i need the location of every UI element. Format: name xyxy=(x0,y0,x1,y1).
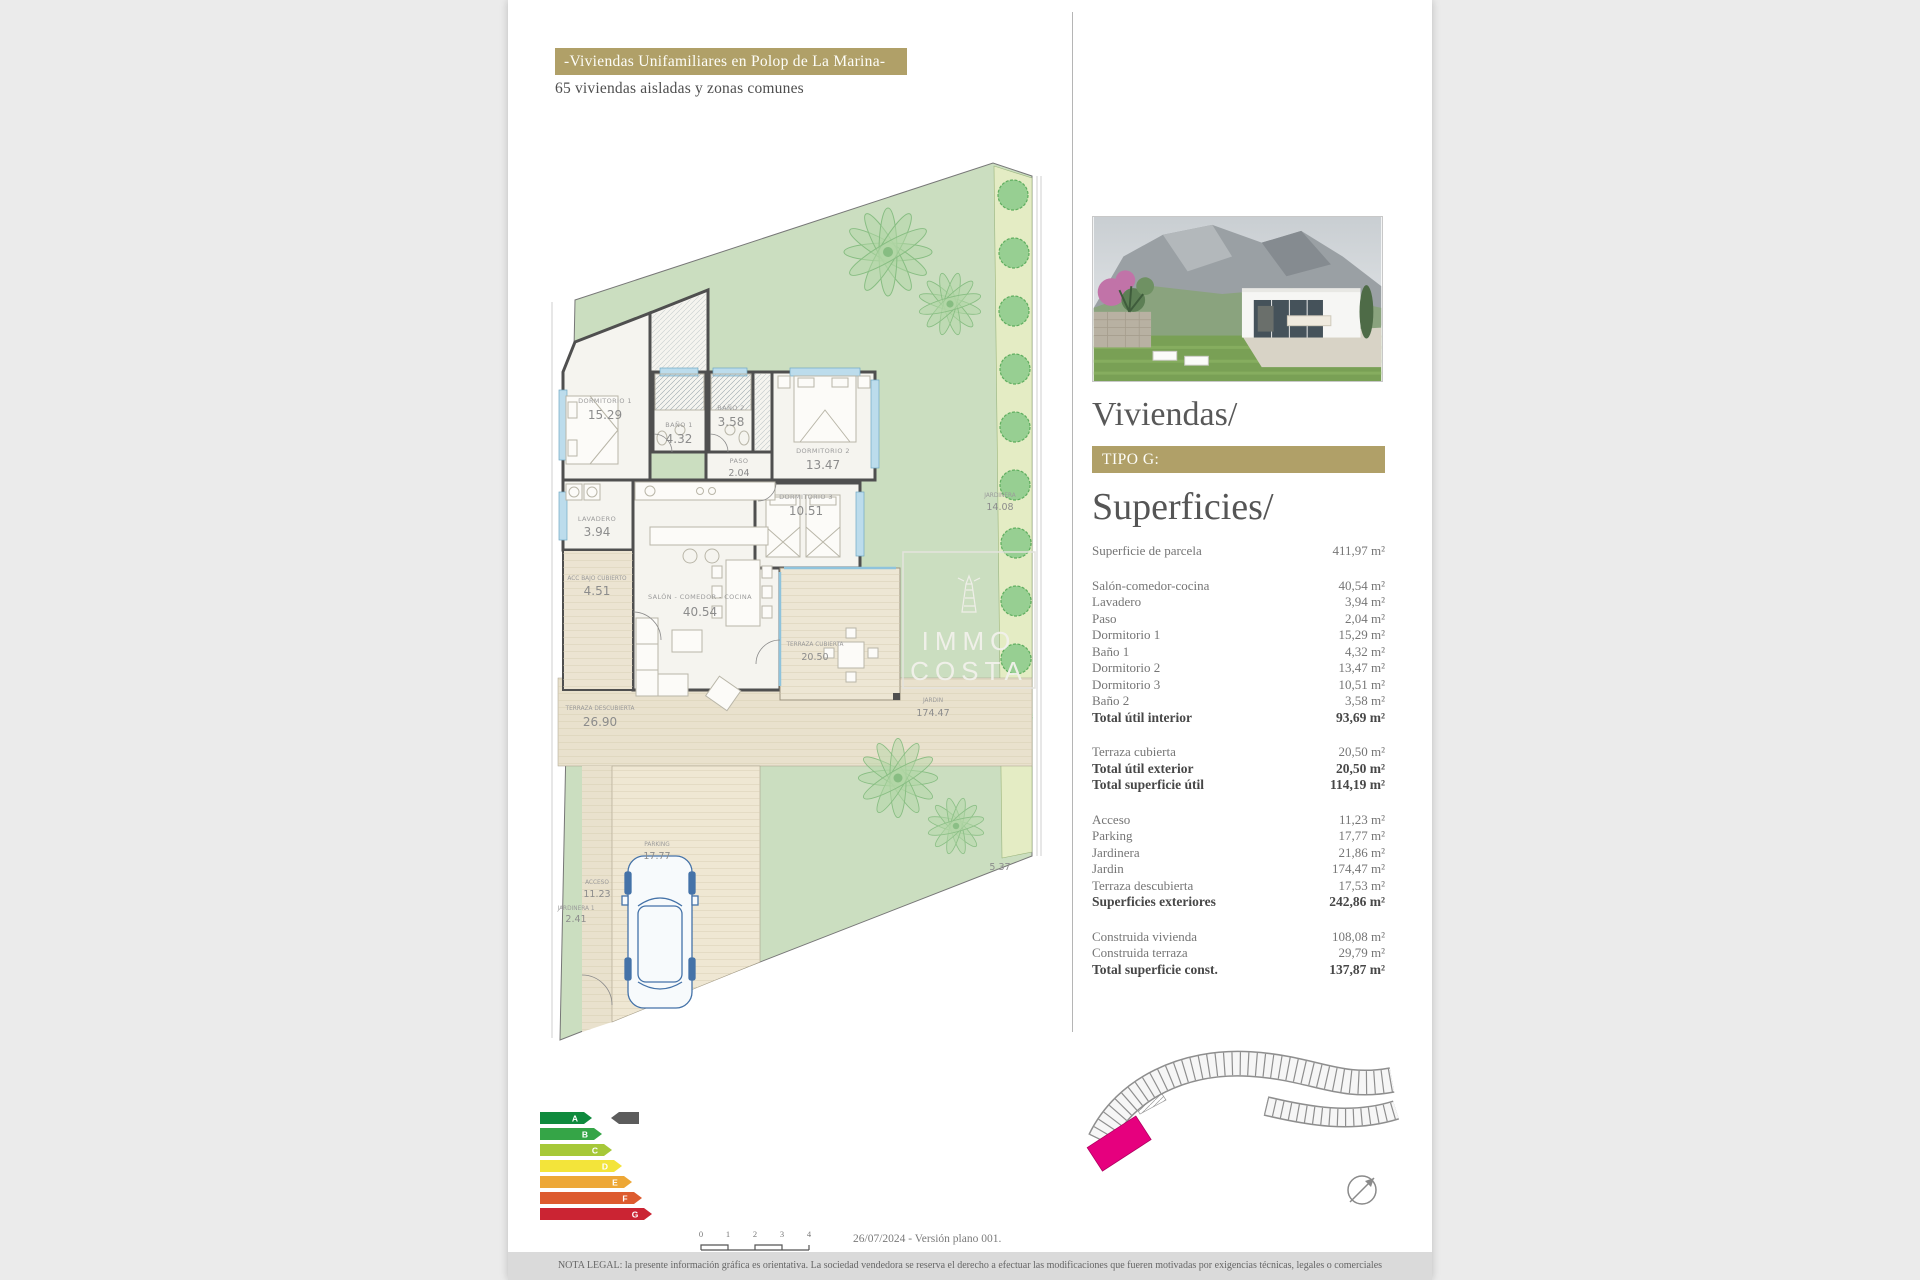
scale-bar-line xyxy=(701,1245,809,1250)
svg-text:40.54: 40.54 xyxy=(682,605,718,619)
row-value: 3,58 m² xyxy=(1344,693,1385,708)
type-badge: TIPO G: xyxy=(1092,446,1385,473)
row-value: 10,51 m² xyxy=(1338,676,1385,692)
row-value: 93,69 m² xyxy=(1335,709,1385,725)
svg-text:1: 1 xyxy=(725,1229,731,1239)
table-row-total xyxy=(1092,710,1385,727)
row-label: Dormitorio 3 xyxy=(1092,676,1161,692)
svg-text:2.41: 2.41 xyxy=(565,914,587,925)
row-value: 174,47 m² xyxy=(1331,861,1385,876)
energy-bar-b xyxy=(540,1128,602,1140)
row-value: 21,86 m² xyxy=(1338,844,1385,860)
energy-bar-a xyxy=(540,1112,592,1124)
svg-text:3: 3 xyxy=(779,1229,785,1239)
table-row-total xyxy=(1092,962,1385,979)
row-value: 242,86 m² xyxy=(1329,894,1385,909)
legal-footer: NOTA LEGAL: la presente información gráfica es orientativa. La sociedad vendedora se reserva el derecho a efectuar las modificaciones que fueren motivadas por exigencias técnicas, legales o comerciales xyxy=(508,1252,1432,1280)
row-value: 411,97 m² xyxy=(1332,543,1385,558)
row-value: 4,32 m² xyxy=(1344,643,1385,659)
table-row xyxy=(1092,929,1385,946)
table-row xyxy=(1092,845,1385,862)
row-label: Baño 1 xyxy=(1092,643,1130,659)
row-value: 20,50 m² xyxy=(1335,760,1385,776)
plan-version: 26/07/2024 - Versión plano 001. xyxy=(853,1233,1002,1245)
document-page xyxy=(508,0,1432,1280)
row-label: Superficie de parcela xyxy=(1092,543,1202,558)
scale-bar xyxy=(695,1228,835,1254)
row-value: 137,87 m² xyxy=(1329,961,1385,977)
table-row xyxy=(1092,878,1385,895)
table-row xyxy=(1092,627,1385,644)
energy-rating-chart xyxy=(535,1105,735,1235)
row-label: Lavadero xyxy=(1092,594,1142,609)
svg-text:TERRAZA CUBIERTA: TERRAZA CUBIERTA xyxy=(786,642,844,648)
svg-text:ACCESO: ACCESO xyxy=(585,880,609,886)
row-label: Terraza descubierta xyxy=(1092,877,1194,893)
table-row xyxy=(1092,828,1385,845)
row-value: 17,77 m² xyxy=(1338,828,1385,843)
svg-text:LAVADERO: LAVADERO xyxy=(577,515,617,523)
row-label: Dormitorio 1 xyxy=(1092,627,1161,642)
table-row xyxy=(1092,861,1385,878)
covered-terrace-hatch xyxy=(780,568,900,700)
svg-text:JARDINERA 1: JARDINERA 1 xyxy=(557,906,595,912)
row-value: 20,50 m² xyxy=(1338,744,1385,759)
svg-text:E: E xyxy=(612,1177,618,1188)
table-row-total xyxy=(1092,777,1385,794)
energy-bar-c xyxy=(540,1144,612,1156)
energy-bar-d xyxy=(540,1160,622,1172)
svg-text:DORMITORIO 2: DORMITORIO 2 xyxy=(796,447,850,455)
table-row xyxy=(1092,660,1385,677)
svg-text:3.94: 3.94 xyxy=(583,525,611,539)
floor-plan xyxy=(540,150,1045,1045)
row-label: Jardin xyxy=(1092,861,1124,876)
svg-text:4.51: 4.51 xyxy=(583,584,611,598)
table-row xyxy=(1092,644,1385,661)
vertical-divider xyxy=(1072,12,1073,1032)
table-row xyxy=(1092,594,1385,611)
svg-text:4.32: 4.32 xyxy=(665,432,693,446)
svg-text:26.90: 26.90 xyxy=(582,715,618,729)
terrace-post xyxy=(893,693,900,700)
svg-text:5.37: 5.37 xyxy=(989,862,1011,873)
table-row xyxy=(1092,744,1385,761)
svg-text:PARKING: PARKING xyxy=(644,842,670,848)
svg-text:13.47: 13.47 xyxy=(805,458,841,472)
svg-text:JARDIN: JARDIN xyxy=(922,698,944,704)
interior-surfaces-group xyxy=(1092,578,1385,727)
panel-title: Viviendas/ xyxy=(1092,396,1238,433)
exterior-surfaces-group xyxy=(1092,812,1385,911)
summary-panel xyxy=(1092,216,1385,996)
exterior-util-group xyxy=(1092,744,1385,794)
table-row xyxy=(1092,677,1385,694)
svg-text:COSTA: COSTA xyxy=(910,656,1028,686)
row-label: Total útil exterior xyxy=(1092,760,1194,776)
table-row xyxy=(1092,578,1385,595)
svg-text:11.23: 11.23 xyxy=(583,889,611,900)
svg-text:F: F xyxy=(622,1193,628,1204)
row-value: 17,53 m² xyxy=(1338,877,1385,893)
svg-text:3.58: 3.58 xyxy=(717,415,745,429)
row-label: Salón-comedor-cocina xyxy=(1092,577,1210,593)
row-value: 13,47 m² xyxy=(1338,660,1385,675)
row-value: 29,79 m² xyxy=(1338,945,1385,960)
row-value: 114,19 m² xyxy=(1329,777,1385,792)
table-row xyxy=(1092,945,1385,962)
row-value: 2,04 m² xyxy=(1344,610,1385,626)
svg-text:JARDINERA: JARDINERA xyxy=(984,493,1016,499)
svg-text:G: G xyxy=(631,1209,639,1220)
row-label: Total superficie útil xyxy=(1092,777,1205,792)
energy-indicator-arrow xyxy=(611,1112,639,1124)
table-row xyxy=(1092,812,1385,829)
table-row xyxy=(1092,693,1385,710)
svg-text:20.50: 20.50 xyxy=(801,652,829,663)
row-label: Paso xyxy=(1092,610,1117,626)
svg-text:4: 4 xyxy=(806,1229,812,1239)
built-surfaces-group xyxy=(1092,929,1385,979)
svg-text:2: 2 xyxy=(752,1229,758,1239)
row-label: Total útil interior xyxy=(1092,709,1192,725)
villa-photo xyxy=(1092,216,1383,382)
svg-text:B: B xyxy=(581,1129,589,1140)
car-icon xyxy=(622,856,698,1008)
row-label: Acceso xyxy=(1092,811,1131,827)
row-value: 15,29 m² xyxy=(1338,627,1385,642)
svg-text:TERRAZA DESCUBIERTA: TERRAZA DESCUBIERTA xyxy=(565,706,635,712)
svg-text:0: 0 xyxy=(698,1229,704,1239)
svg-text:DORMITORIO 1: DORMITORIO 1 xyxy=(578,397,632,405)
svg-text:D: D xyxy=(601,1161,609,1172)
svg-text:DORMITORIO 3: DORMITORIO 3 xyxy=(779,493,833,501)
row-label: Total superficie const. xyxy=(1092,961,1218,977)
row-value: 11,23 m² xyxy=(1338,811,1385,827)
table-row-total xyxy=(1092,761,1385,778)
site-plan-minimap xyxy=(1070,1040,1410,1220)
page-subtitle: 65 viviendas aisladas y zonas comunes xyxy=(555,80,804,97)
row-label: Jardinera xyxy=(1092,844,1140,860)
row-value: 108,08 m² xyxy=(1331,928,1385,944)
row-label: Construida terraza xyxy=(1092,945,1188,960)
svg-text:SALÓN - COMEDOR - COCINA: SALÓN - COMEDOR - COCINA xyxy=(647,593,753,601)
svg-text:A: A xyxy=(571,1113,579,1124)
svg-text:2.04: 2.04 xyxy=(728,468,750,479)
row-label: Superficies exteriores xyxy=(1092,894,1216,909)
svg-text:17.77: 17.77 xyxy=(643,851,671,862)
energy-bar-e xyxy=(540,1176,632,1188)
svg-text:BAÑO 2: BAÑO 2 xyxy=(717,404,745,412)
porch-hatch xyxy=(563,550,633,690)
svg-text:10.51: 10.51 xyxy=(788,504,824,518)
section-title: Superficies/ xyxy=(1092,486,1274,528)
svg-text:BAÑO 1: BAÑO 1 xyxy=(665,421,693,429)
svg-text:PASO: PASO xyxy=(729,457,749,465)
svg-text:ACC BAJO CUBIERTO: ACC BAJO CUBIERTO xyxy=(567,576,627,582)
table-row xyxy=(1092,543,1385,560)
row-value: 3,94 m² xyxy=(1344,594,1385,609)
row-label: Parking xyxy=(1092,828,1133,843)
svg-text:IMMO: IMMO xyxy=(921,626,1017,656)
table-row-total xyxy=(1092,894,1385,911)
row-value: 40,54 m² xyxy=(1338,577,1385,593)
north-arrow-icon xyxy=(1348,1176,1376,1204)
row-label: Dormitorio 2 xyxy=(1092,660,1161,675)
table-row xyxy=(1092,611,1385,628)
svg-text:C: C xyxy=(591,1145,599,1156)
row-label: Terraza cubierta xyxy=(1092,744,1176,759)
wardrobe-hatch xyxy=(755,374,770,450)
row-label: Construida vivienda xyxy=(1092,928,1198,944)
page-title: -Viviendas Unifamiliares en Polop de La Marina- xyxy=(555,48,907,75)
svg-text:15.29: 15.29 xyxy=(587,408,623,422)
row-label: Baño 2 xyxy=(1092,693,1130,708)
svg-text:14.08: 14.08 xyxy=(986,502,1014,513)
svg-text:174.47: 174.47 xyxy=(916,708,950,719)
